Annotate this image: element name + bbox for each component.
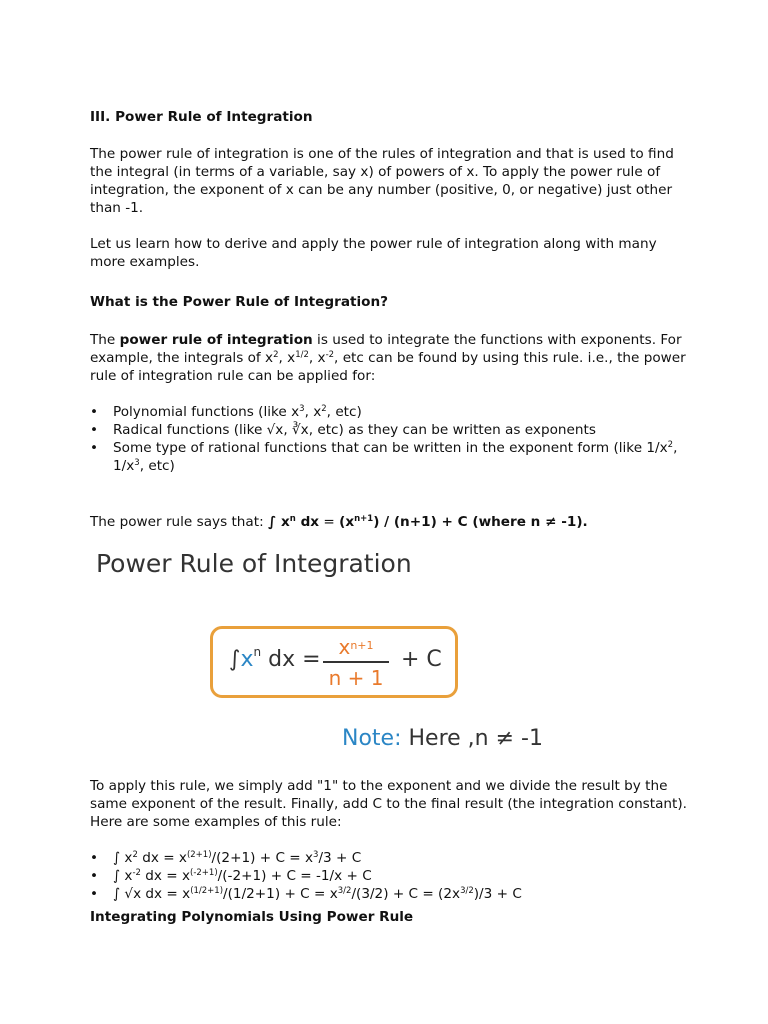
figure-note: Note: Here ,n ≠ -1 [342, 726, 543, 751]
list-item: • ∫ √x dx = $x^{(1/2+1)}/(1/2+1) + C = x^{3/2}/(3/2) + C = (2x^{3/2})/3 + C$ [90, 885, 690, 903]
what-heading: What is the Power Rule of Integration? [90, 294, 389, 310]
polynomials-heading: Integrating Polynomials Using Power Rule [90, 909, 414, 925]
formula-box [210, 626, 458, 698]
formula-fraction [323, 635, 389, 689]
applicable-functions-list [90, 403, 690, 475]
formula-integral: $\int x^n$ dx = [229, 645, 321, 672]
list-item: • ∫ $x^2$ dx = $x^{(2+1)}/(2+1) + C = x^3/3 + C$ [90, 849, 690, 867]
fraction-numerator: $x^{n+1}$ [338, 635, 374, 659]
apply-paragraph: To apply this rule, we simply add "1" to the exponent and we divide the result by the same exponent of the result. Finally, add C to the final result (the integration constant). Here are some examples of this rule: [90, 778, 687, 830]
figure-title: Power Rule of Integration [96, 549, 412, 578]
examples-list [90, 849, 690, 903]
list-item: • Polynomial functions (like $x^3$, $x^2$, etc) [90, 403, 690, 421]
formula-constant: + C [401, 647, 442, 672]
definition-paragraph: The power rule of integration is used to integrate the functions with exponents. For example, the integrals of $x^2$, $x^{1/2}$, $x^{-2}$, etc can be found by using this rule. i.e., the power rule of integration rule can be applied for: [90, 332, 686, 384]
section-heading: III. Power Rule of Integration [90, 109, 313, 125]
intro-paragraph: The power rule of integration is one of the rules of integration and that is used to find the integral (in terms of a variable, say x) of powers of x. To apply the power rule of integration, the exponent of x can be any number (positive, 0, or negative) just other than -1. [90, 146, 674, 216]
list-item: • Radical functions (like √x, ∛x, etc) as they can be written as exponents [90, 421, 690, 439]
learn-paragraph: Let us learn how to derive and apply the power rule of integration along with many more examples. [90, 236, 657, 270]
fraction-denominator: n + 1 [328, 666, 384, 690]
list-item: • Some type of rational functions that can be written in the exponent form (like $1/x^2$, $1/x^3$, etc) [90, 439, 690, 475]
fraction-bar [323, 661, 389, 663]
list-item: • ∫ $x^{-2}$ dx = $x^{(-2+1)}/(-2+1) + C = -1/x + C$ [90, 867, 690, 885]
power-rule-figure [80, 540, 550, 770]
rule-statement: The power rule says that: ∫ $x^n$ dx = $(x^{n+1}) / (n+1) + C$ (where n ≠ -1). [90, 514, 588, 530]
